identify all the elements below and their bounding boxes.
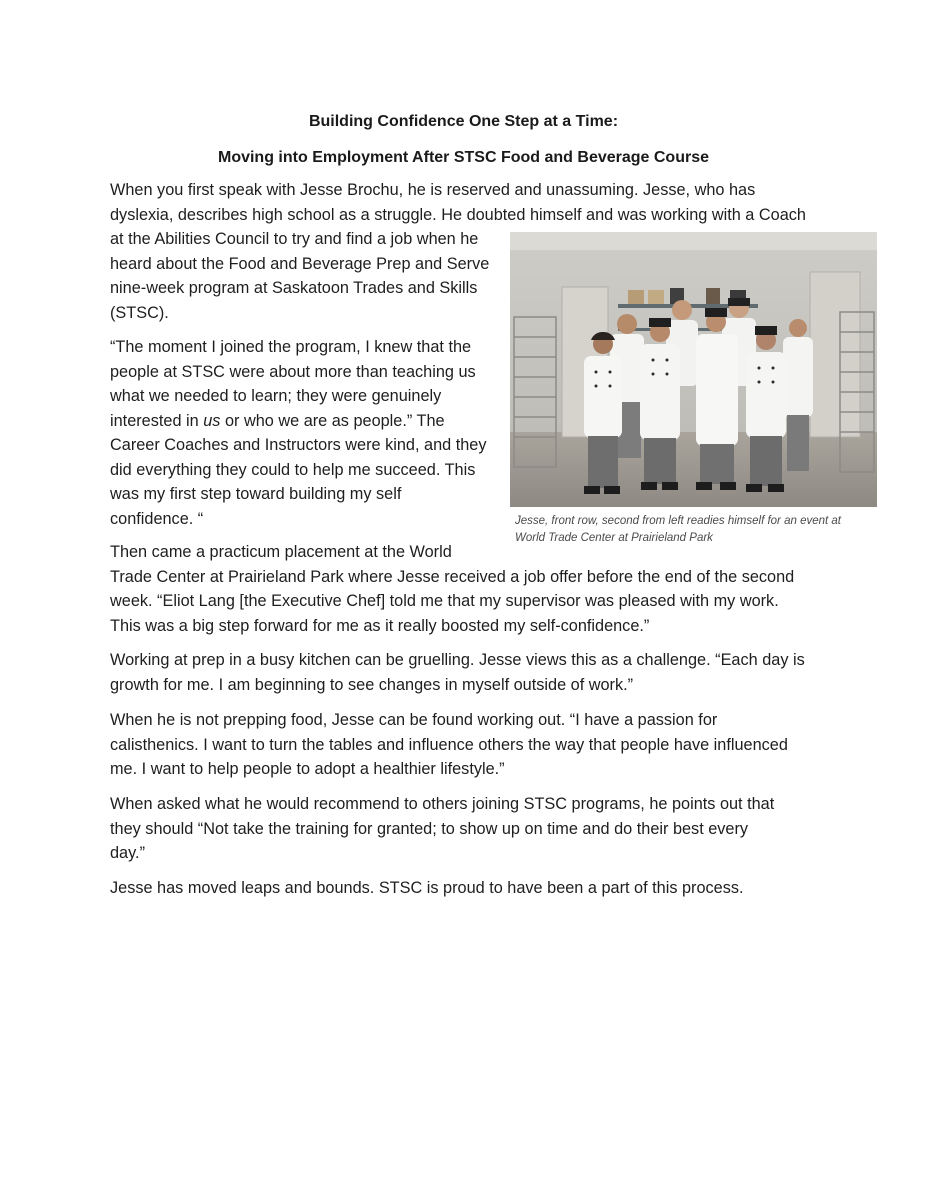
text-line: Working at prep in a busy kitchen can be gruelling. Jesse views this as a challenge. “Each day is bbox=[110, 651, 805, 669]
text-line: (STSC). bbox=[110, 303, 169, 322]
paragraph-6 bbox=[110, 792, 774, 866]
text-line: When he is not prepping food, Jesse can be found working out. “I have a passion for bbox=[110, 711, 718, 729]
photo-caption bbox=[515, 513, 880, 546]
team-photo-illustration bbox=[510, 232, 877, 507]
text-line: When asked what he would recommend to others joining STSC programs, he points out that bbox=[110, 795, 775, 813]
caption-line: Jesse, front row, second from left readies himself for an event at bbox=[515, 515, 841, 527]
text-line: Career Coaches and Instructors were kind, and they bbox=[110, 436, 487, 454]
paragraph-5 bbox=[110, 708, 788, 782]
text-line: calisthenics. I want to turn the tables and influence others the way that people have influenced bbox=[110, 735, 788, 754]
text-line: nine-week program at Saskatoon Trades and Skills bbox=[110, 279, 478, 297]
text-run: or who we are as people.” The bbox=[220, 411, 445, 430]
text-line: what we needed to learn; they were genuinely bbox=[110, 387, 442, 405]
text-line: heard about the Food and Beverage Prep and Serve bbox=[110, 254, 490, 273]
text-line: Trade Center at Prairieland Park where Jesse received a job offer before the end of the second bbox=[110, 567, 795, 586]
text-line: me. I want to help people to adopt a healthier lifestyle.” bbox=[110, 760, 505, 778]
text-line: dyslexia, describes high school as a struggle. He doubted himself and was working with a Coach bbox=[110, 205, 806, 224]
paragraph-2-quote bbox=[110, 335, 486, 531]
emphasis-us: us bbox=[203, 411, 221, 430]
text-line: they should “Not take the training for granted; to show up on time and do their best every bbox=[110, 819, 749, 838]
paragraph-4 bbox=[110, 648, 805, 697]
title-line-2: Moving into Employment After STSC Food and Beverage Course bbox=[217, 149, 709, 166]
text-line: confidence. “ bbox=[110, 509, 204, 528]
text-line: did everything they could to help me succeed. This bbox=[110, 460, 476, 479]
caption-line: World Trade Center at Prairieland Park bbox=[515, 531, 713, 544]
text-line: When you first speak with Jesse Brochu, he is reserved and unassuming. Jesse, who has bbox=[110, 181, 756, 199]
text-line: “The moment I joined the program, I knew that the bbox=[110, 338, 472, 356]
text-line: growth for me. I am beginning to see changes in myself outside of work.” bbox=[110, 675, 634, 694]
paragraph-7 bbox=[110, 876, 744, 901]
text-run: interested in bbox=[110, 411, 204, 430]
text-line: was my first step toward building my self bbox=[110, 485, 402, 503]
text-line: Then came a practicum placement at the World bbox=[110, 543, 452, 561]
text-line: This was a big step forward for me as it really boosted my self-confidence.” bbox=[110, 616, 650, 635]
text-line: day.” bbox=[110, 844, 145, 862]
paragraph-3 bbox=[110, 540, 794, 638]
text-line: Jesse has moved leaps and bounds. STSC is proud to have been a part of this process. bbox=[110, 879, 744, 897]
text-line: at the Abilities Council to try and find a job when he bbox=[110, 230, 479, 248]
text-line bbox=[110, 409, 486, 434]
text-line: people at STSC were about more than teaching us bbox=[110, 362, 476, 381]
title-line-1: Building Confidence One Step at a Time: bbox=[308, 113, 619, 130]
team-photo bbox=[510, 232, 877, 507]
text-line: week. “Eliot Lang [the Executive Chef] told me that my supervisor was pleased with my work. bbox=[110, 592, 779, 610]
